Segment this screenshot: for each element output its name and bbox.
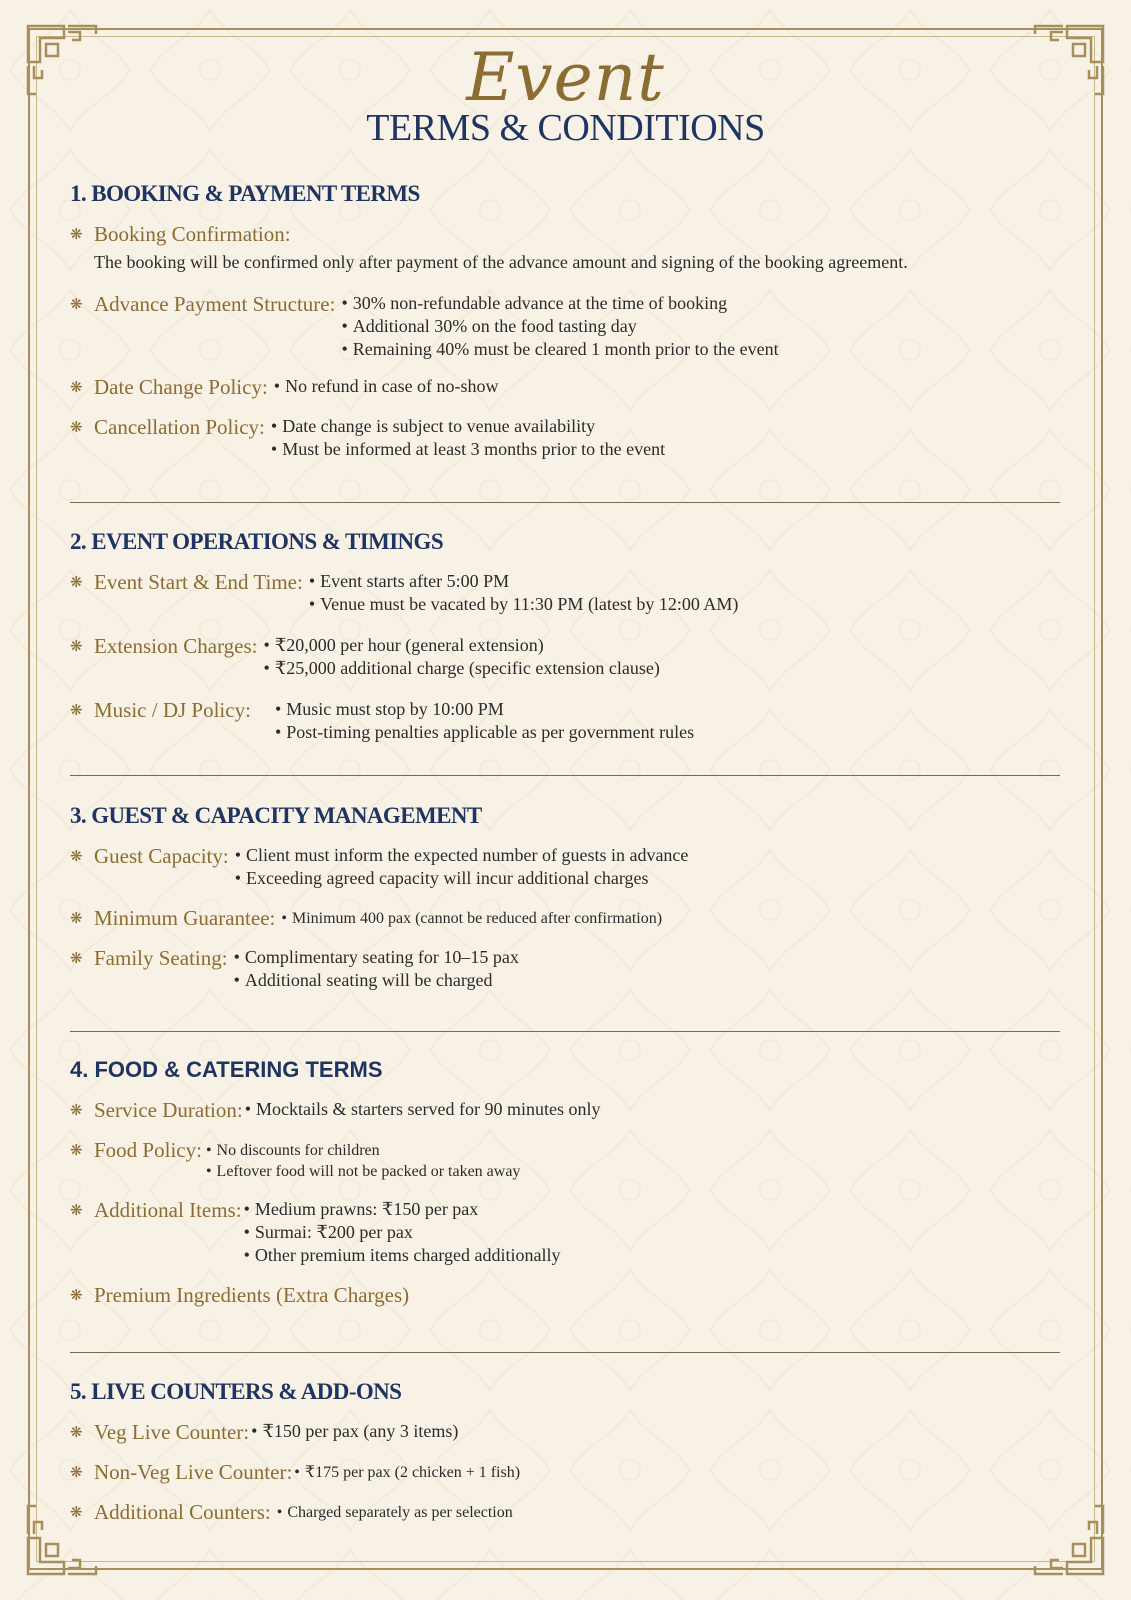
fleuron-icon: ❋	[70, 1286, 83, 1304]
fleuron-icon: ❋	[70, 701, 83, 719]
term-bullets	[245, 1098, 601, 1121]
term-item	[70, 570, 1060, 616]
term-bullets	[281, 908, 662, 929]
term-bullet: • Other premium items charged additionally	[244, 1244, 561, 1267]
term-label: Minimum Guarantee:	[94, 906, 276, 930]
term-item	[70, 698, 1060, 744]
term-item	[70, 946, 1060, 992]
section-title: 1. BOOKING & PAYMENT TERMS	[70, 181, 420, 206]
section-food-catering	[70, 1056, 1060, 1307]
section-title: 2. EVENT OPERATIONS & TIMINGS	[70, 529, 444, 554]
fleuron-icon: ❋	[70, 847, 83, 865]
section-divider	[70, 502, 1060, 503]
section-booking-payment	[70, 180, 1060, 461]
fleuron-icon: ❋	[70, 295, 83, 313]
term-label: Booking Confirmation:	[94, 222, 291, 246]
term-item	[70, 1283, 1060, 1307]
term-label: Cancellation Policy:	[94, 415, 265, 439]
term-label: Additional Counters:	[94, 1500, 271, 1524]
term-bullet: • No refund in case of no-show	[274, 375, 499, 398]
term-item	[70, 375, 1060, 399]
term-bullet: • 30% non-refundable advance at the time of booking	[341, 292, 778, 315]
term-bullet: • Leftover food will not be packed or taken away	[206, 1161, 521, 1182]
term-text: The booking will be confirmed only after payment of the advance amount and signing of the booking agreement.	[94, 252, 908, 272]
term-bullets	[341, 292, 778, 361]
section-event-operations	[70, 528, 1060, 744]
term-label: Guest Capacity:	[94, 844, 229, 868]
term-item	[70, 1138, 1060, 1182]
term-bullets	[206, 1140, 521, 1182]
term-label: Date Change Policy:	[94, 375, 268, 399]
term-item	[70, 906, 1060, 930]
fleuron-icon: ❋	[70, 1423, 83, 1441]
term-bullets	[294, 1462, 520, 1483]
term-bullets	[309, 570, 739, 616]
term-bullets	[251, 1420, 458, 1443]
term-label: Extension Charges:	[94, 634, 258, 658]
section-divider	[70, 1352, 1060, 1353]
term-label: Event Start & End Time:	[94, 570, 303, 594]
section-divider	[70, 1031, 1060, 1032]
term-item	[70, 1198, 1060, 1267]
section-title: 4. FOOD & CATERING TERMS	[70, 1057, 383, 1082]
page-title: TERMS & CONDITIONS	[366, 107, 765, 149]
term-bullet: • Surmai: ₹200 per pax	[244, 1221, 561, 1244]
section-live-counters	[70, 1378, 1060, 1524]
fleuron-icon: ❋	[70, 1141, 83, 1159]
fleuron-icon: ❋	[70, 1503, 83, 1521]
term-bullet: • Venue must be vacated by 11:30 PM (latest by 12:00 AM)	[309, 593, 739, 616]
script-title: Event	[466, 39, 665, 116]
fleuron-icon: ❋	[70, 573, 83, 591]
page-header	[0, 39, 1131, 149]
section-guest-capacity	[70, 802, 1060, 992]
term-bullets	[234, 946, 519, 992]
term-bullet: • ₹20,000 per hour (general extension)	[264, 634, 660, 657]
term-bullet: • Minimum 400 pax (cannot be reduced after confirmation)	[281, 908, 662, 929]
term-label: Food Policy:	[94, 1138, 202, 1162]
term-bullet: • Charged separately as per selection	[277, 1502, 513, 1523]
term-label: Advance Payment Structure:	[94, 292, 336, 316]
fleuron-icon: ❋	[70, 909, 83, 927]
term-bullet: • ₹150 per pax (any 3 items)	[251, 1420, 458, 1443]
term-item	[70, 292, 1060, 361]
term-label: Family Seating:	[94, 946, 228, 970]
term-label: Music / DJ Policy:	[94, 698, 251, 722]
term-label: Non-Veg Live Counter:	[94, 1460, 293, 1484]
fleuron-icon: ❋	[70, 225, 83, 243]
term-item	[70, 222, 1060, 274]
term-item	[70, 1420, 1060, 1444]
term-bullet: • Complimentary seating for 10–15 pax	[234, 946, 519, 969]
term-bullets	[235, 844, 689, 890]
term-bullets	[271, 415, 665, 461]
fleuron-icon: ❋	[70, 1101, 83, 1119]
term-bullets	[277, 1502, 513, 1523]
term-item	[70, 415, 1060, 461]
term-bullets	[244, 1198, 561, 1267]
term-item	[70, 1098, 1060, 1122]
fleuron-icon: ❋	[70, 378, 83, 396]
fleuron-icon: ❋	[70, 637, 83, 655]
term-label: Additional Items:	[94, 1198, 242, 1222]
term-item	[70, 1500, 1060, 1524]
term-bullet: • Medium prawns: ₹150 per pax	[244, 1198, 561, 1221]
fleuron-icon: ❋	[70, 1201, 83, 1219]
term-item	[70, 844, 1060, 890]
term-label: Service Duration:	[94, 1098, 243, 1122]
term-bullet: • ₹175 per pax (2 chicken + 1 fish)	[294, 1462, 520, 1483]
term-bullet: • Date change is subject to venue availability	[271, 415, 665, 438]
section-title: 3. GUEST & CAPACITY MANAGEMENT	[70, 803, 482, 828]
term-bullets	[264, 634, 660, 680]
term-bullet: • Music must stop by 10:00 PM	[275, 698, 694, 721]
term-bullet: • Additional seating will be charged	[234, 969, 519, 992]
section-divider	[70, 775, 1060, 776]
fleuron-icon: ❋	[70, 418, 83, 436]
term-bullet: • Mocktails & starters served for 90 minutes only	[245, 1098, 601, 1121]
term-item	[70, 634, 1060, 680]
term-bullet: • Exceeding agreed capacity will incur additional charges	[235, 867, 689, 890]
term-bullet: • Additional 30% on the food tasting day	[341, 315, 778, 338]
term-bullets	[274, 375, 499, 398]
term-bullet: • Must be informed at least 3 months prior to the event	[271, 438, 665, 461]
term-bullet: • Client must inform the expected number of guests in advance	[235, 844, 689, 867]
term-item	[70, 1460, 1060, 1484]
fleuron-icon: ❋	[70, 1463, 83, 1481]
section-title: 5. LIVE COUNTERS & ADD-ONS	[70, 1379, 402, 1404]
term-bullet: • No discounts for children	[206, 1140, 521, 1161]
term-label: Veg Live Counter:	[94, 1420, 250, 1444]
term-bullet: • Post-timing penalties applicable as per government rules	[275, 721, 694, 744]
term-bullet: • Remaining 40% must be cleared 1 month prior to the event	[341, 338, 778, 361]
term-bullet: • ₹25,000 additional charge (specific extension clause)	[264, 657, 660, 680]
term-bullets	[275, 698, 694, 744]
fleuron-icon: ❋	[70, 949, 83, 967]
term-bullet: • Event starts after 5:00 PM	[309, 570, 739, 593]
term-label: Premium Ingredients (Extra Charges)	[94, 1283, 410, 1307]
